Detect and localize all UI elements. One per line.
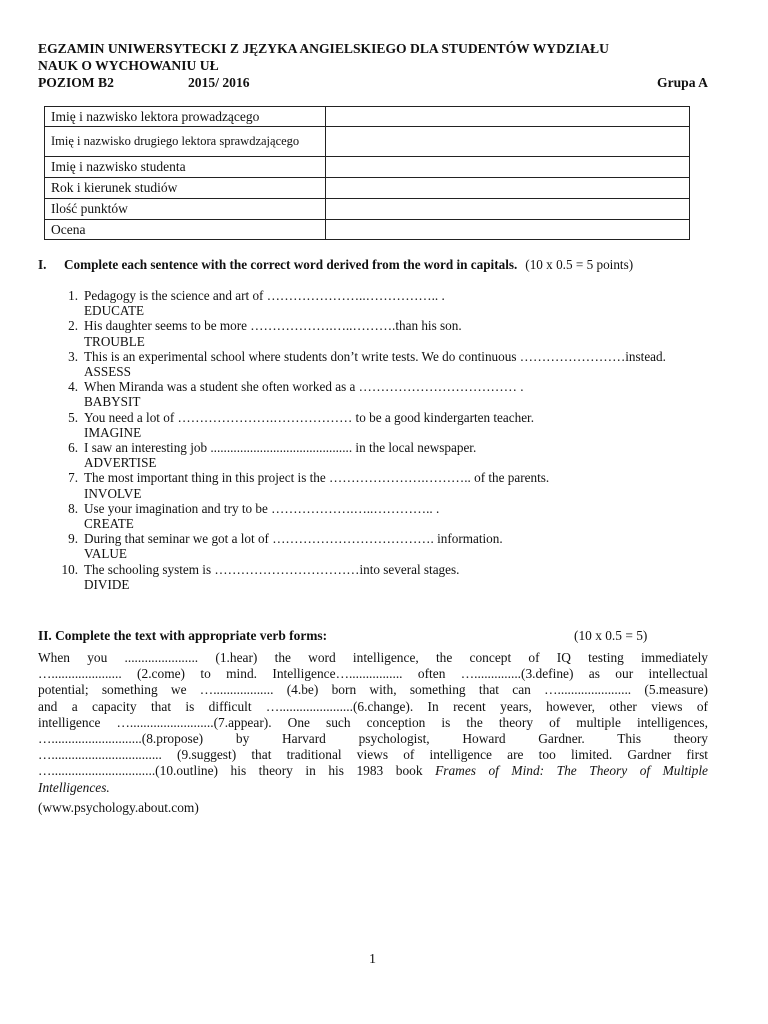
text-line: intelligence ….........................(7.appear). One such conception is the theory of multiple intelligences,	[38, 714, 708, 730]
text-line: potential; something we ….................. (4.be) born with, something that can …...................... (5.measure)	[38, 682, 708, 698]
section-1-points: (10 x 0.5 = 5 points)	[525, 257, 634, 272]
item-number: 9.	[68, 531, 78, 547]
item-sentence: I saw an interesting job ........................................... in the local newspaper.	[84, 440, 477, 456]
info-label: Imię i nazwisko lektora prowadzącego	[45, 107, 326, 127]
item-base-word: CREATE	[84, 516, 134, 532]
info-row-points	[45, 199, 690, 220]
item-sentence: During that seminar we got a lot of ………………………………. information.	[84, 531, 503, 547]
source-citation: (www.psychology.about.com)	[38, 800, 199, 815]
info-value-field[interactable]	[326, 220, 690, 240]
info-row-grade	[45, 220, 690, 240]
item-number: 2.	[68, 318, 78, 334]
item-sentence: You need a lot of ………………….……………… to be a good kindergarten teacher.	[84, 409, 535, 425]
text-line: and a capacity that is difficult …......................(6.change). In recent years, however, other views of	[38, 698, 708, 714]
item-number: 7.	[68, 470, 78, 486]
item-sentence: This is an experimental school where students don’t write tests. We do continuous ……………………instead.	[84, 348, 666, 364]
item-base-word: ADVERTISE	[84, 455, 157, 471]
text-line: …...............................(10.outline) his theory in his 1983 book Frames of Mind: The Theory of Multiple	[38, 763, 708, 779]
item-number: 3.	[68, 348, 78, 364]
exercise-item	[56, 379, 676, 409]
academic-year: 2015/ 2016	[188, 75, 250, 90]
page-number: 1	[369, 952, 376, 967]
group-label: Grupa A	[657, 75, 708, 90]
item-number: 6.	[68, 440, 78, 456]
text-line: …...........................(8.propose) by Harvard psychologist, Howard Gardner. This theory	[38, 730, 708, 746]
info-value-field[interactable]	[326, 107, 690, 127]
item-base-word: BABYSIT	[84, 394, 141, 410]
section-1-instruction: Complete each sentence with the correct word derived from the word in capitals.	[64, 257, 518, 272]
info-label: Rok i kierunek studiów	[45, 178, 326, 199]
item-base-word: EDUCATE	[84, 303, 145, 319]
section-2-points: (10 x 0.5 = 5)	[574, 628, 648, 643]
info-row-second-lector	[45, 127, 690, 157]
student-info-table	[44, 106, 690, 240]
item-sentence: His daughter seems to be more ……………….…..……….than his son.	[84, 318, 462, 334]
exercise-item	[56, 531, 676, 561]
header-title-line-1: EGZAMIN UNIWERSYTECKI Z JĘZYKA ANGIELSKIEGO DLA STUDENTÓW WYDZIAŁU	[38, 41, 609, 56]
info-row-lector	[45, 107, 690, 127]
level-label: POZIOM B2	[38, 75, 114, 90]
item-number: 1.	[68, 288, 78, 303]
exercise-item	[56, 288, 676, 318]
item-base-word: DIVIDE	[84, 576, 130, 592]
item-base-word: INVOLVE	[84, 485, 142, 501]
exercise-item	[56, 562, 676, 592]
item-sentence: Use your imagination and try to be ……………….…..………….. .	[84, 500, 440, 516]
info-label: Imię i nazwisko studenta	[45, 157, 326, 178]
section-2-heading	[38, 628, 710, 644]
section-2-instruction: II. Complete the text with appropriate verb forms:	[38, 628, 328, 643]
item-sentence: Pedagogy is the science and art of …………………..…………….. .	[84, 288, 445, 303]
item-sentence: The most important thing in this project is the ………………….……….. of the parents.	[84, 470, 550, 486]
text-line: Intelligences.	[38, 779, 110, 795]
exercise-item	[56, 440, 676, 470]
info-value-field[interactable]	[326, 199, 690, 220]
section-1-exercise-list	[56, 288, 676, 592]
book-title: Frames of Mind: The Theory of Multiple	[435, 763, 708, 779]
item-base-word: ASSESS	[84, 364, 131, 380]
header-meta-line	[38, 74, 710, 91]
info-value-field[interactable]	[326, 127, 690, 157]
header-title-line-2: NAUK O WYCHOWANIU UŁ	[38, 58, 219, 73]
exam-header	[38, 40, 710, 91]
item-number: 8.	[68, 500, 78, 516]
text-line: When you ...................... (1.hear) the word intelligence, the concept of IQ testing immediately	[38, 650, 708, 665]
info-label: Ocena	[45, 220, 326, 240]
info-value-field[interactable]	[326, 178, 690, 199]
info-label: Imię i nazwisko drugiego lektora sprawdzającego	[45, 127, 326, 157]
text-line: …..................... (2.come) to mind. Intelligence…................ often …..............(3.define) as our intellectual	[38, 666, 708, 682]
exercise-item	[56, 501, 676, 531]
item-sentence: When Miranda was a student she often worked as a ……………………………… .	[84, 379, 524, 395]
info-label: Ilość punktów	[45, 199, 326, 220]
item-base-word: IMAGINE	[84, 424, 142, 440]
exercise-item	[56, 410, 676, 440]
info-value-field[interactable]	[326, 157, 690, 178]
section-1-heading	[38, 257, 728, 273]
item-number: 5.	[68, 409, 78, 425]
section-2-text	[38, 650, 708, 796]
item-number: 10.	[61, 561, 78, 577]
item-base-word: VALUE	[84, 546, 127, 562]
text-line: …................................. (9.suggest) that traditional views of intelligence are too limited. Gardner first	[38, 747, 708, 763]
exercise-item	[56, 349, 676, 379]
exercise-item	[56, 318, 676, 348]
info-row-student	[45, 157, 690, 178]
exercise-item	[56, 470, 676, 500]
item-base-word: TROUBLE	[84, 333, 145, 349]
item-sentence: The schooling system is ……………………………into several stages.	[84, 561, 460, 577]
section-1-number: I.	[38, 257, 47, 272]
item-number: 4.	[68, 379, 78, 395]
info-row-year-field	[45, 178, 690, 199]
